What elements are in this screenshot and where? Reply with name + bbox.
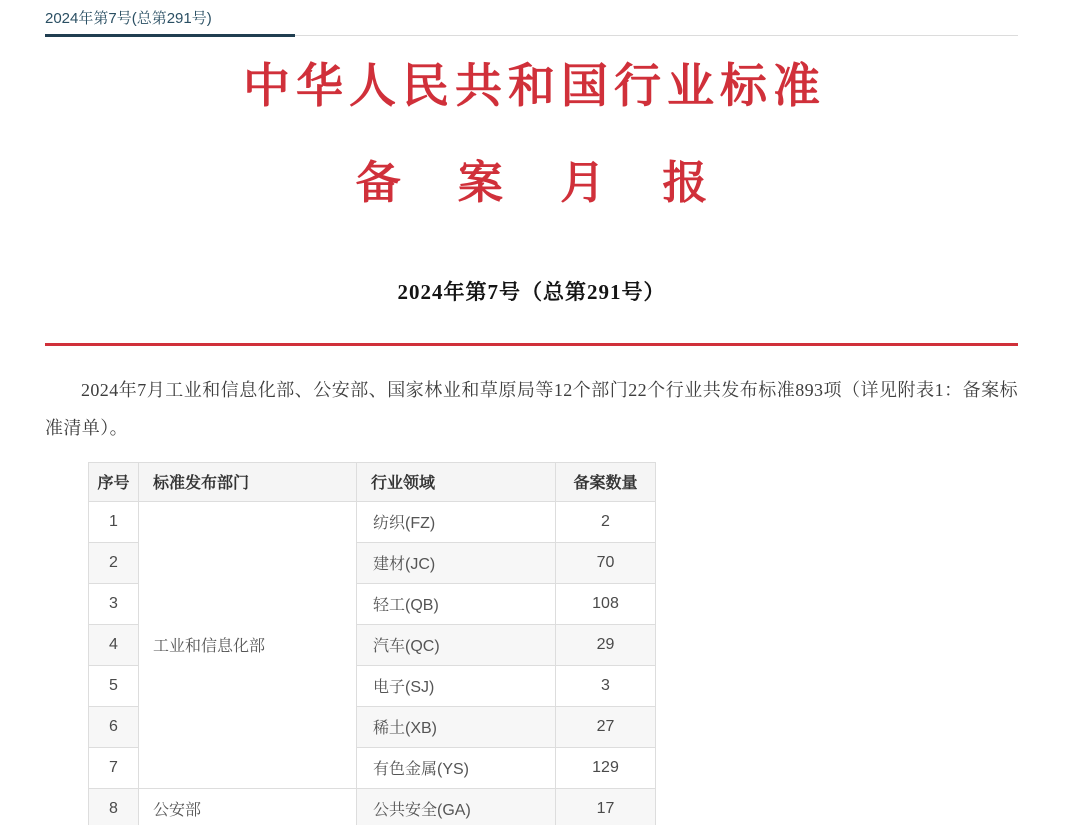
cell-row-number: 7 [89, 747, 139, 788]
table-header [89, 462, 656, 501]
cell-industry-field: 稀土(XB) [357, 706, 556, 747]
cell-row-number: 2 [89, 542, 139, 583]
cell-row-number: 1 [89, 501, 139, 542]
cell-industry-field: 建材(JC) [357, 542, 556, 583]
cell-row-number: 5 [89, 665, 139, 706]
table-header-row [89, 462, 656, 501]
table-body [89, 501, 656, 825]
tab-label: 2024年第7号(总第291号) [45, 10, 212, 27]
document-body [45, 60, 1018, 825]
doc-subtitle: 备 案 月 报 [355, 158, 708, 209]
cell-department: 工业和信息化部 [139, 501, 357, 788]
cell-row-number: 3 [89, 583, 139, 624]
doc-title: 中华人民共和国行业标准 [243, 61, 826, 113]
cell-filing-count: 108 [556, 583, 656, 624]
cell-industry-field: 有色金属(YS) [357, 747, 556, 788]
header-count: 备案数量 [556, 462, 656, 501]
cell-filing-count: 3 [556, 665, 656, 706]
header-field: 行业领域 [357, 462, 556, 501]
cell-filing-count: 27 [556, 706, 656, 747]
table-row [89, 788, 656, 825]
tab-current-issue[interactable] [45, 5, 295, 37]
cell-row-number: 4 [89, 624, 139, 665]
cell-filing-count: 2 [556, 501, 656, 542]
cell-industry-field: 公共安全(GA) [357, 788, 556, 825]
header-no: 序号 [89, 462, 139, 501]
cell-industry-field: 电子(SJ) [357, 665, 556, 706]
page [45, 0, 1018, 825]
intro-paragraph: 2024年7月工业和信息化部、公安部、国家林业和草原局等12个部门22个行业共发布标准893项（详见附表1：备案标准清单）。 [45, 379, 1018, 438]
filing-summary-table [88, 462, 656, 825]
cell-industry-field: 汽车(QC) [357, 624, 556, 665]
cell-industry-field: 轻工(QB) [357, 583, 556, 624]
cell-filing-count: 129 [556, 747, 656, 788]
cell-row-number: 8 [89, 788, 139, 825]
tab-bar [45, 5, 1018, 36]
cell-industry-field: 纺织(FZ) [357, 501, 556, 542]
cell-filing-count: 17 [556, 788, 656, 825]
header-department: 标准发布部门 [139, 462, 357, 501]
cell-row-number: 6 [89, 706, 139, 747]
issue-number: 2024年第7号（总第291号） [397, 279, 666, 304]
cell-filing-count: 70 [556, 542, 656, 583]
table-row [89, 501, 656, 542]
cell-filing-count: 29 [556, 624, 656, 665]
cell-department: 公安部 [139, 788, 357, 825]
red-divider [45, 343, 1018, 346]
